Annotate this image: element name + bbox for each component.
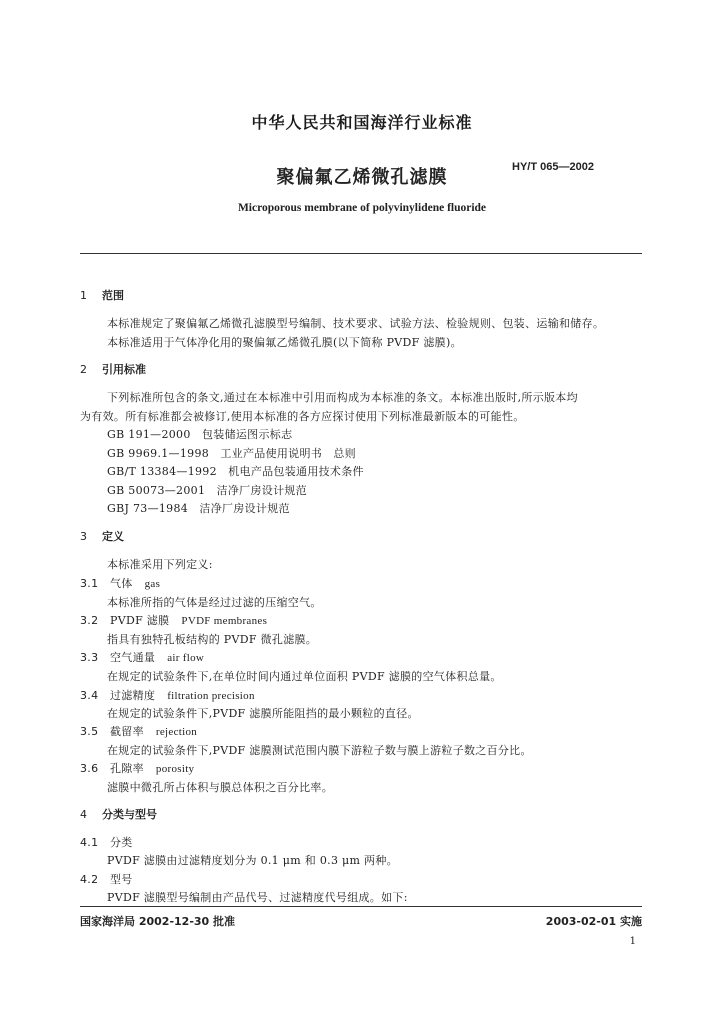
definition-text: 滤膜中微孔所占体积与膜总体积之百分比率。 [107, 781, 333, 794]
reference-name: 洁净厂房设计规范 [216, 484, 307, 497]
section-1-heading [80, 287, 124, 303]
definition-text: 在规定的试验条件下,PVDF 滤膜测试范围内膜下游粒子数与膜上游粒子数之百分比。 [107, 744, 532, 757]
reference-item [107, 445, 356, 461]
section-3-heading [80, 528, 124, 544]
term-cn: PVDF 滤膜 [110, 614, 170, 627]
definition-text: 在规定的试验条件下,在单位时间内通过单位面积 PVDF 滤膜的空气体积总量。 [107, 670, 502, 683]
paragraph-continued: 为有效。所有标准都会被修订,使用本标准的各方应探讨使用下列标准最新版本的可能性。 [80, 410, 525, 423]
approval-date: 国家海洋局 2002-12-30 批准 [80, 915, 236, 928]
reference-item [107, 482, 307, 498]
clause-title: 分类 [110, 836, 133, 849]
definition-term [80, 649, 204, 665]
implementation-date: 2003-02-01 实施 [545, 915, 642, 928]
page-number: 1 [629, 936, 636, 947]
clause-number: 3.4 [80, 689, 99, 702]
footer-rule [80, 906, 642, 907]
reference-code: GB 50073—2001 [107, 484, 206, 497]
paragraph: 下列标准所包含的条文,通过在本标准中引用而构成为本标准的条文。本标准出版时,所示版本均 [107, 391, 578, 404]
term-en: filtration precision [167, 690, 255, 702]
term-en: rejection [155, 726, 198, 738]
definition-term [80, 575, 160, 591]
clause-number: 3.1 [80, 577, 99, 590]
header-rule [80, 253, 642, 254]
clause-number: 3.5 [80, 725, 99, 738]
term-cn: 气体 [110, 577, 133, 590]
clause-number: 3.3 [80, 651, 99, 664]
section-2-heading [80, 361, 146, 377]
definition-term [80, 687, 255, 703]
reference-code: GB 191—2000 [107, 428, 191, 441]
reference-item [107, 426, 292, 442]
section-title: 范围 [102, 289, 124, 302]
definition-term [80, 723, 197, 739]
section-number: 3 [80, 530, 87, 543]
reference-name: 工业产品使用说明书 总则 [220, 447, 356, 460]
reference-item [107, 500, 290, 516]
clause-number: 4.1 [80, 836, 99, 849]
reference-code: GBJ 73—1984 [107, 502, 189, 515]
clause-number: 3.6 [80, 762, 99, 775]
definition-text: 在规定的试验条件下,PVDF 滤膜所能阻挡的最小颗粒的直径。 [107, 707, 419, 720]
clause-text: PVDF 滤膜型号编制由产品代号、过滤精度代号组成。如下: [107, 891, 408, 904]
clause-number: 3.2 [80, 614, 99, 627]
reference-name: 机电产品包装通用技术条件 [228, 465, 364, 478]
term-en: gas [144, 578, 161, 590]
reference-name: 包装储运图示标志 [201, 428, 293, 441]
clause-title: 型号 [110, 873, 133, 886]
term-en: air flow [167, 652, 205, 664]
issuing-organization: 中华人民共和国海洋行业标准 [251, 113, 473, 132]
term-cn: 孔隙率 [110, 762, 144, 775]
definition-term [80, 612, 267, 628]
section-number: 1 [80, 289, 87, 302]
term-cn: 空气通量 [110, 651, 156, 664]
section-title: 引用标准 [102, 363, 146, 376]
section-number: 4 [80, 808, 87, 821]
standard-code: HY/T 065—2002 [512, 161, 594, 173]
document-title-cn: 聚偏氟乙烯微孔滤膜 [276, 167, 448, 188]
section-title: 定义 [102, 530, 124, 543]
section-number: 2 [80, 363, 87, 376]
term-cn: 截留率 [110, 725, 144, 738]
reference-code: GB/T 13384—1992 [107, 465, 217, 478]
paragraph: 本标准规定了聚偏氟乙烯微孔滤膜型号编制、技术要求、试验方法、检验规则、包装、运输和储存。 [107, 317, 605, 330]
section-4-heading [80, 806, 157, 822]
reference-item [107, 463, 364, 479]
clause-heading [80, 834, 133, 850]
definition-term [80, 760, 194, 776]
paragraph: 本标准采用下列定义: [107, 558, 213, 571]
definition-text: 本标准所指的气体是经过过滤的压缩空气。 [107, 596, 322, 609]
reference-code: GB 9969.1—1998 [107, 447, 210, 460]
section-title: 分类与型号 [102, 808, 157, 821]
reference-name: 洁净厂房设计规范 [199, 502, 290, 515]
clause-number: 4.2 [80, 873, 99, 886]
clause-text: PVDF 滤膜由过滤精度划分为 0.1 μm 和 0.3 μm 两种。 [107, 854, 398, 867]
clause-heading [80, 871, 133, 887]
document-title-en: Microporous membrane of polyvinylidene fluoride [237, 202, 487, 214]
term-cn: 过滤精度 [110, 689, 156, 702]
term-en: porosity [155, 763, 195, 775]
term-en: PVDF membranes [181, 615, 268, 627]
definition-text: 指具有独特孔板结构的 PVDF 微孔滤膜。 [107, 633, 318, 646]
paragraph: 本标准适用于气体净化用的聚偏氟乙烯微孔膜(以下简称 PVDF 滤膜)。 [107, 336, 462, 349]
